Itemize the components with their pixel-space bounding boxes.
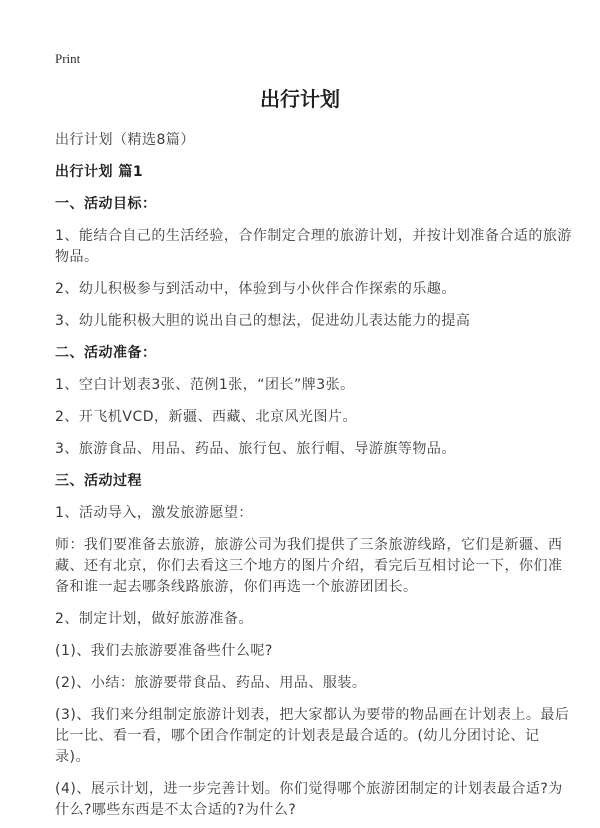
section-heading-part1: 出行计划 篇1 [55, 164, 144, 180]
paragraph: (1)、我们去旅游要准备些什么呢? [55, 643, 273, 659]
paragraph: 2、幼儿积极参与到活动中，体验到与小伙伴合作探索的乐趣。 [55, 281, 456, 297]
document-body [55, 130, 573, 821]
paragraph: 3、旅游食品、用品、药品、旅行包、旅行帽、导游旗等物品。 [55, 441, 456, 457]
print-link[interactable]: Print [55, 51, 81, 66]
page-title: 出行计划 [260, 87, 340, 111]
section-heading-preparation: 二、活动准备： [55, 345, 157, 361]
paragraph: (2)、小结：旅游要带食品、药品、用品、服装。 [55, 675, 367, 691]
section-heading-goals: 一、活动目标： [55, 196, 157, 212]
paragraph: 师：我们要准备去旅游，旅游公司为我们提供了三条旅游线路，它们是新疆、西藏、还有北京，你们去看这三个地方的图片介绍，看完后互相讨论一下，你们准备和谁一起去哪条线路旅游，你们再选一个旅游团团长。 [55, 537, 563, 595]
subtitle: 出行计划（精选8篇） [55, 132, 195, 148]
section-heading-process: 三、活动过程 [55, 473, 142, 489]
paragraph: 1、空白计划表3张、范例1张，“团长”牌3张。 [55, 377, 355, 393]
paragraph: 3、幼儿能积极大胆的说出自己的想法，促进幼儿表达能力的提高 [55, 313, 471, 329]
paragraph: 1、能结合自己的生活经验，合作制定合理的旅游计划，并按计划准备合适的旅游物品。 [55, 228, 572, 265]
paragraph: (3)、我们来分组制定旅游计划表，把大家都认为要带的物品画在计划表上。最后比一比、看一看，哪个团合作制定的计划表是最合适的。(幼儿分团讨论、记录)。 [55, 707, 570, 765]
paragraph: (4)、展示计划，进一步完善计划。你们觉得哪个旅游团制定的计划表最合适?为什么?哪些东西是不太合适的?为什么? [55, 781, 563, 818]
paragraph: 1、活动导入，激发旅游愿望： [55, 505, 253, 521]
paragraph: 2、开飞机VCD，新疆、西藏、北京风光图片。 [55, 409, 358, 425]
paragraph: 2、制定计划，做好旅游准备。 [55, 611, 253, 627]
